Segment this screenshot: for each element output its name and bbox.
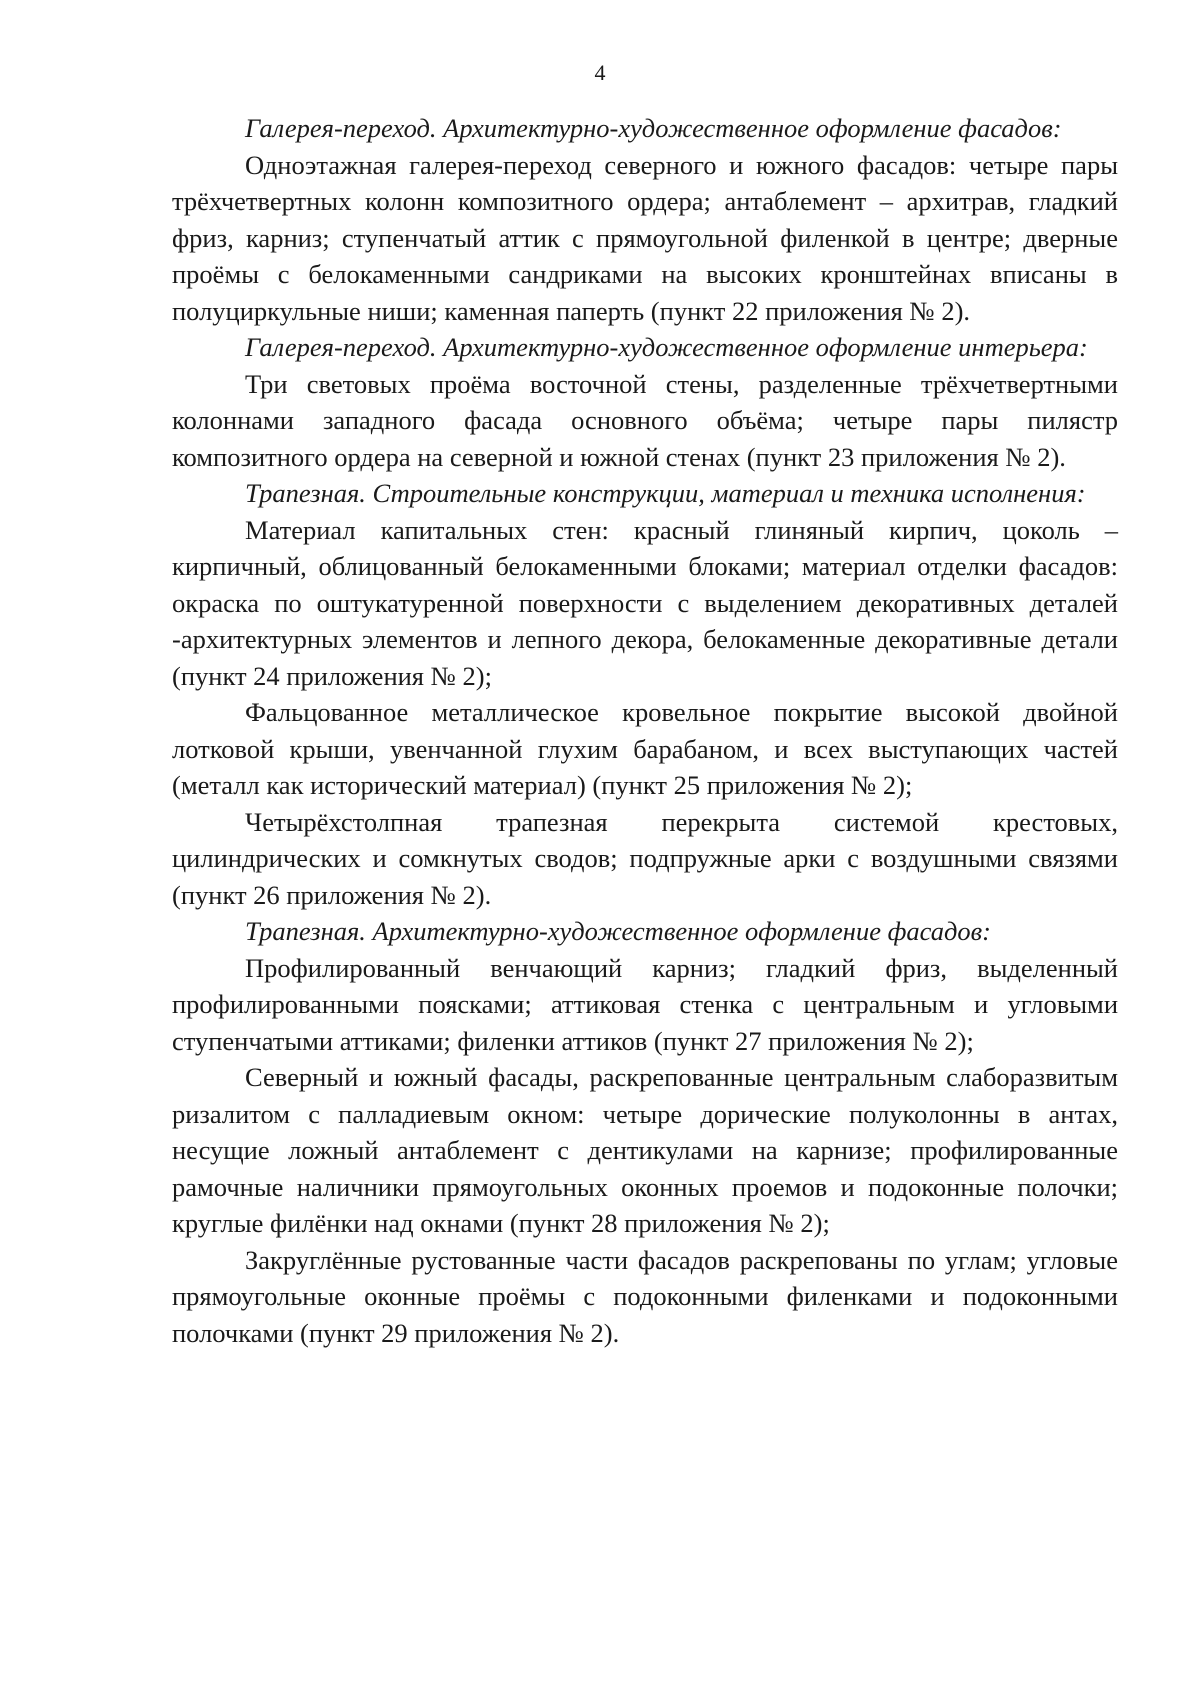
- heading-refectory-facades: Трапезная. Архитектурно-художественное оформление фасадов:: [245, 916, 991, 946]
- document-body: [172, 110, 1118, 1351]
- page-number: 4: [594, 60, 606, 85]
- heading-gallery-interior: Галерея-переход. Архитектурно-художественное оформление интерьера:: [245, 332, 1088, 362]
- paragraph-refectory-corners: Закруглённые рустованные части фасадов раскрепованы по углам; угловые прямоугольные оконные проёмы с подоконными филенками и подоконными полочками (пункт 29 приложения № 2).: [172, 1244, 1118, 1348]
- paragraph-gallery-interior: Три световых проёма восточной стены, разделенные трёхчетвертными колоннами западного фасада основного объёма; четыре пары пилястр композитного ордера на северной и южной стенах (пункт 23 приложения № 2).: [172, 368, 1118, 472]
- heading-refectory-structures: Трапезная. Строительные конструкции, материал и техника исполнения:: [245, 478, 1086, 508]
- paragraph-refectory-roof: Фальцованное металлическое кровельное покрытие высокой двойной лотковой крыши, увенчанной глухим барабаном, и всех выступающих частей (металл как исторический материал) (пункт 25 приложения № 2);: [172, 697, 1118, 800]
- paragraph-refectory-cornice: Профилированный венчающий карниз; гладкий фриз, выделенный профилированными поясками; аттиковая стенка с центральным и угловыми ступенчатыми аттиками; филенки аттиков (пункт 27 приложения № 2);: [172, 952, 1118, 1056]
- paragraph-refectory-vaults: Четырёхстолпная трапезная перекрыта системой крестовых, цилиндрических и сомкнутых сводов; подпружные арки с воздушными связями (пункт 26 приложения № 2).: [172, 806, 1118, 910]
- paragraph-gallery-facades: Одноэтажная галерея-переход северного и южного фасадов: четыре пары трёхчетвертных колонн композитного ордера; антаблемент – архитрав, гладкий фриз, карниз; ступенчатый аттик с прямоугольной филенкой в центре; дверные проёмы с белокаменными сандриками на высоких кронштейнах вписаны в полуциркульные ниши; каменная паперть (пункт 22 приложения № 2).: [172, 149, 1118, 326]
- heading-gallery-facades: Галерея-переход. Архитектурно-художественное оформление фасадов:: [245, 113, 1062, 143]
- paragraph-refectory-north-south: Северный и южный фасады, раскрепованные центральным слаборазвитым ризалитом с палладиевым окном: четыре дорические полуколонны в антах, несущие ложный антаблемент с дентикулами на карнизе; профилированные рамочные наличники прямоугольных оконных проемов и подоконные полочки; круглые филёнки над окнами (пункт 28 приложения № 2);: [172, 1062, 1118, 1238]
- paragraph-refectory-walls: Материал капитальных стен: красный глиняный кирпич, цоколь – кирпичный, облицованный белокаменными блоками; материал отделки фасадов: окраска по оштукатуренной поверхности с выделением декоративных деталей -архитектурных элементов и лепного декора, белокаменные декоративные детали (пункт 24 приложения № 2);: [172, 514, 1118, 691]
